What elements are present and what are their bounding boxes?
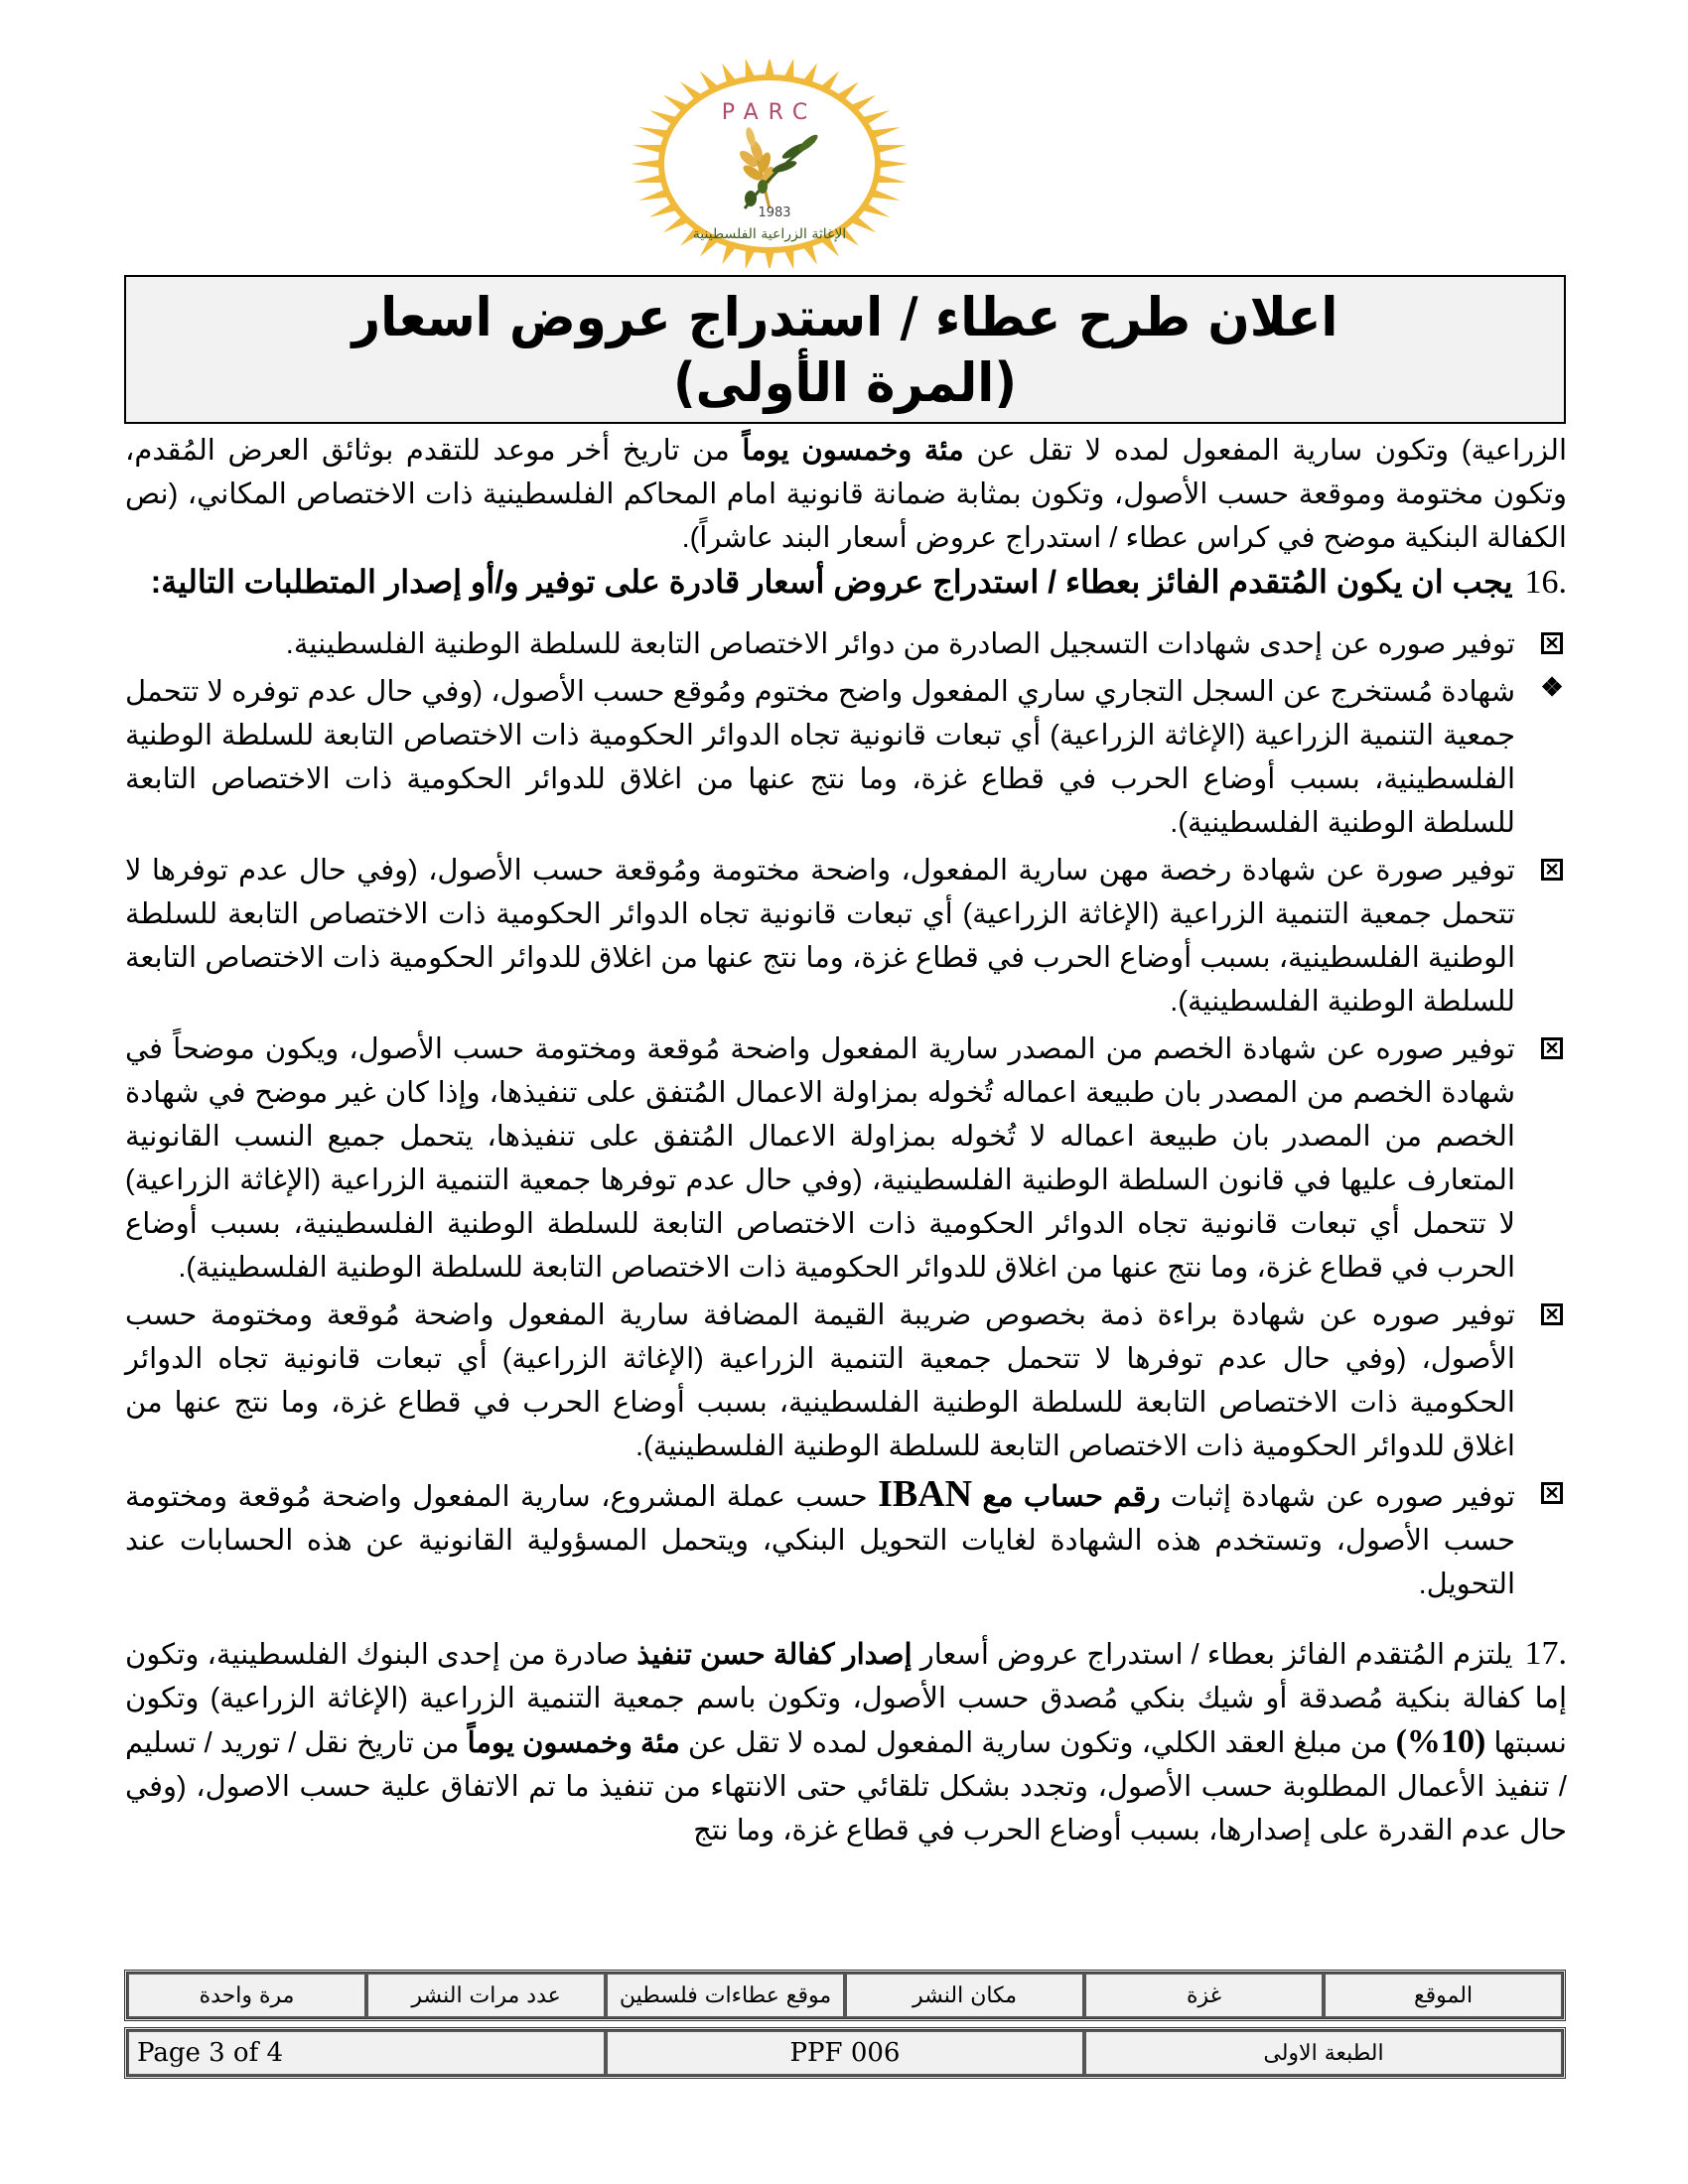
requirements-list (125, 622, 1567, 1606)
list-item (125, 1294, 1567, 1468)
publication-info-table (124, 1970, 1566, 2021)
percent-value: (10%) (1395, 1723, 1486, 1760)
checkbox-x-icon: ✕ (1541, 1303, 1563, 1325)
item-17-paragraph (125, 1632, 1567, 1852)
publish-place-value: موقع عطاءات فلسطين (606, 1973, 845, 2018)
item-number: 16. (1524, 564, 1567, 601)
publish-count-value: مرة واحدة (127, 1973, 366, 2018)
logo-acronym: PARC (721, 100, 818, 125)
logo-year: 1983 (758, 205, 791, 220)
text-span: من تاريخ نقل / توريد / تسليم / تنفيذ الأعمال المطلوبة حسب الأصول، وتجدد بشكل تلقائي حتى الانتهاء من تنفيذ ما تم الاتفاق علية حسب الاصول، (وفي حال عدم القدرة على إصدارها، بسبب أوضاع الحرب في قطاع غزة، وما نتج (125, 1727, 1567, 1846)
announcement-title-box (124, 275, 1566, 424)
logo-arabic-name: الإغاثة الزراعية الفلسطينية (692, 226, 847, 242)
list-item (125, 1027, 1567, 1290)
text-span: حسب عملة المشروع، سارية المفعول واضحة مُوقعة ومختومة حسب الأصول، وتستخدم هذه الشهادة لغايات التحويل البنكي، ويتحمل المسؤولية القانونية عن هذه الحسابات عند التحويل. (125, 1481, 1515, 1600)
list-item (125, 849, 1567, 1024)
bold-account-number: رقم حساب مع (982, 1481, 1161, 1513)
text-span: يلتزم المُتقدم الفائز بعطاء / استدراج عروض أسعار (912, 1639, 1513, 1671)
location-value: غزة (1084, 1973, 1324, 2018)
publish-count-label: عدد مرات النشر (366, 1973, 606, 2018)
diamond-bullet-icon: ❖ (1540, 672, 1564, 702)
checkbox-x-icon: ✕ (1541, 1482, 1563, 1504)
item-16-heading-text: يجب ان يكون المُتقدم الفائز بعطاء / استدراج عروض أسعار قادرة على توفير و/أو إصدار المتطلبات التالية: (150, 564, 1513, 600)
item-16-heading (125, 560, 1567, 605)
text-span: من تاريخ أخر موعد للتقدم بوثائق العرض المُقدم، وتكون مختومة وموقعة حسب الأصول، وتكون بمثابة ضمانة قانونية امام المحاكم الفلسطينية ذات الاختصاص المكاني، (نص الكفالة البنكية موضح في كراس عطاء / استدراج عروض أسعار البند عاشراً). (125, 435, 1567, 554)
list-item-text: توفير صوره عن شهادة الخصم من المصدر سارية المفعول واضحة مُوقعة ومختومة حسب الأصول، ويكون موضحاً في شهادة الخصم من المصدر بان طبيعة اعماله تُخوله بمزاولة الاعمال المُتفق على تنفيذها، وإذا كان غير موضح في شهادة الخصم من المصدر بان طبيعة اعماله لا تُخوله بمزاولة الاعمال المُتفق على تنفيذها، يتحمل جميع النسب القانونية المتعارف عليها في قانون السلطة الوطنية الفلسطينية، (وفي حال عدم توفرها جمعية التنمية الزراعية (الإغاثة الزراعية) لا تتحمل أي تبعات قانونية تجاه الدوائر الحكومية ذات الاختصاص التابعة للسلطة الوطنية الفلسطينية، بسبب أوضاع الحرب في قطاع غزة، وما نتج عنها من اغلاق للدوائر الحكومية ذات الاختصاص التابعة للسلطة الوطنية الفلسطينية). (125, 1033, 1515, 1284)
text-span: من مبلغ العقد الكلي، وتكون سارية المفعول لمده لا تقل عن (679, 1727, 1396, 1759)
list-item-iban (125, 1472, 1567, 1606)
text-span: الزراعية) وتكون سارية المفعول لمده لا تقل عن (963, 435, 1568, 467)
list-item-text: توفير صوره عن إحدى شهادات التسجيل الصادرة من دوائر الاختصاص التابعة للسلطة الوطنية الفلسطينية. (285, 628, 1515, 660)
continuation-paragraph (125, 429, 1567, 560)
checkbox-x-icon: ✕ (1541, 632, 1563, 654)
parc-logo (626, 60, 914, 268)
text-span: توفير صوره عن شهادة إثبات (1160, 1481, 1516, 1513)
checkbox-x-icon: ✕ (1541, 1037, 1563, 1059)
form-code: PPF 006 (606, 2030, 1084, 2076)
page-title: اعلان طرح عطاء / استدراج عروض اسعار (352, 286, 1338, 348)
iban-label: IBAN (878, 1473, 973, 1515)
location-label: الموقع (1324, 1973, 1563, 2018)
list-item-text: شهادة مُستخرج عن السجل التجاري ساري المفعول واضح مختوم ومُوقع حسب الأصول، (وفي حال عدم توفره لا تتحمل جمعية التنمية الزراعية (الإغاثة الزراعية) أي تبعات قانونية تجاه الدوائر الحكومية ذات الاختصاص التابعة للسلطة الوطنية الفلسطينية، بسبب أوضاع الحرب في قطاع غزة، وما نتج عنها من اغلاق للدوائر الحكومية ذات الاختصاص التابعة للسلطة الوطنية الفلسطينية). (125, 676, 1515, 839)
list-item (125, 670, 1567, 845)
page-number: Page 3 of 4 (127, 2030, 606, 2076)
bold-performance-guarantee: إصدار كفالة حسن تنفيذ (636, 1639, 913, 1671)
page-subtitle: (المرة الأولى) (672, 351, 1018, 414)
table-row (127, 1973, 1563, 2018)
item-number: 17. (1524, 1635, 1568, 1672)
parc-sun-wheat-olive-logo-icon (626, 60, 914, 268)
document-body (125, 429, 1567, 1852)
list-item-text: توفير صوره عن شهادة براءة ذمة بخصوص ضريبة القيمة المضافة سارية المفعول واضحة مُوقعة ومختومة حسب الأصول، (وفي حال عدم توفرها لا تتحمل جمعية التنمية الزراعية (الإغاثة الزراعية) أي تبعات قانونية تجاه الدوائر الحكومية ذات الاختصاص التابعة للسلطة الوطنية الفلسطينية، بسبب أوضاع الحرب في قطاع غزة، وما نتج عنها من اغلاق للدوائر الحكومية ذات الاختصاص التابعة للسلطة الوطنية الفلسطينية). (125, 1299, 1515, 1462)
bold-duration: مئة وخمسون يوماً (742, 435, 964, 467)
list-item (125, 622, 1567, 666)
text-span: صادرة من إحدى البنوك الفلسطينية، وتكون إما كفالة بنكية مُصدقة أو شيك بنكي مُصدق حسب الأصول، وتكون باسم جمعية التنمية الزراعية (الإغاثة الزراعية) وتكون نسبتها (125, 1639, 1567, 1759)
checkbox-x-icon: ✕ (1541, 859, 1563, 881)
bold-duration: مئة وخمسون يوماً (467, 1727, 680, 1759)
edition-label: الطبعة الاولى (1084, 2030, 1563, 2076)
document-meta-table (124, 2027, 1566, 2079)
document-footer (124, 1970, 1566, 2085)
table-row (127, 2030, 1563, 2076)
list-item-text: توفير صورة عن شهادة رخصة مهن سارية المفعول، واضحة مختومة ومُوقعة حسب الأصول، (وفي حال عدم توفرها لا تتحمل جمعية التنمية الزراعية (الإغاثة الزراعية) أي تبعات قانونية تجاه الدوائر الحكومية ذات الاختصاص التابعة للسلطة الوطنية الفلسطينية، بسبب أوضاع الحرب في قطاع غزة، وما نتج عنها من اغلاق للدوائر الحكومية ذات الاختصاص التابعة للسلطة الوطنية الفلسطينية). (125, 855, 1515, 1018)
publish-place-label: مكان النشر (845, 1973, 1084, 2018)
